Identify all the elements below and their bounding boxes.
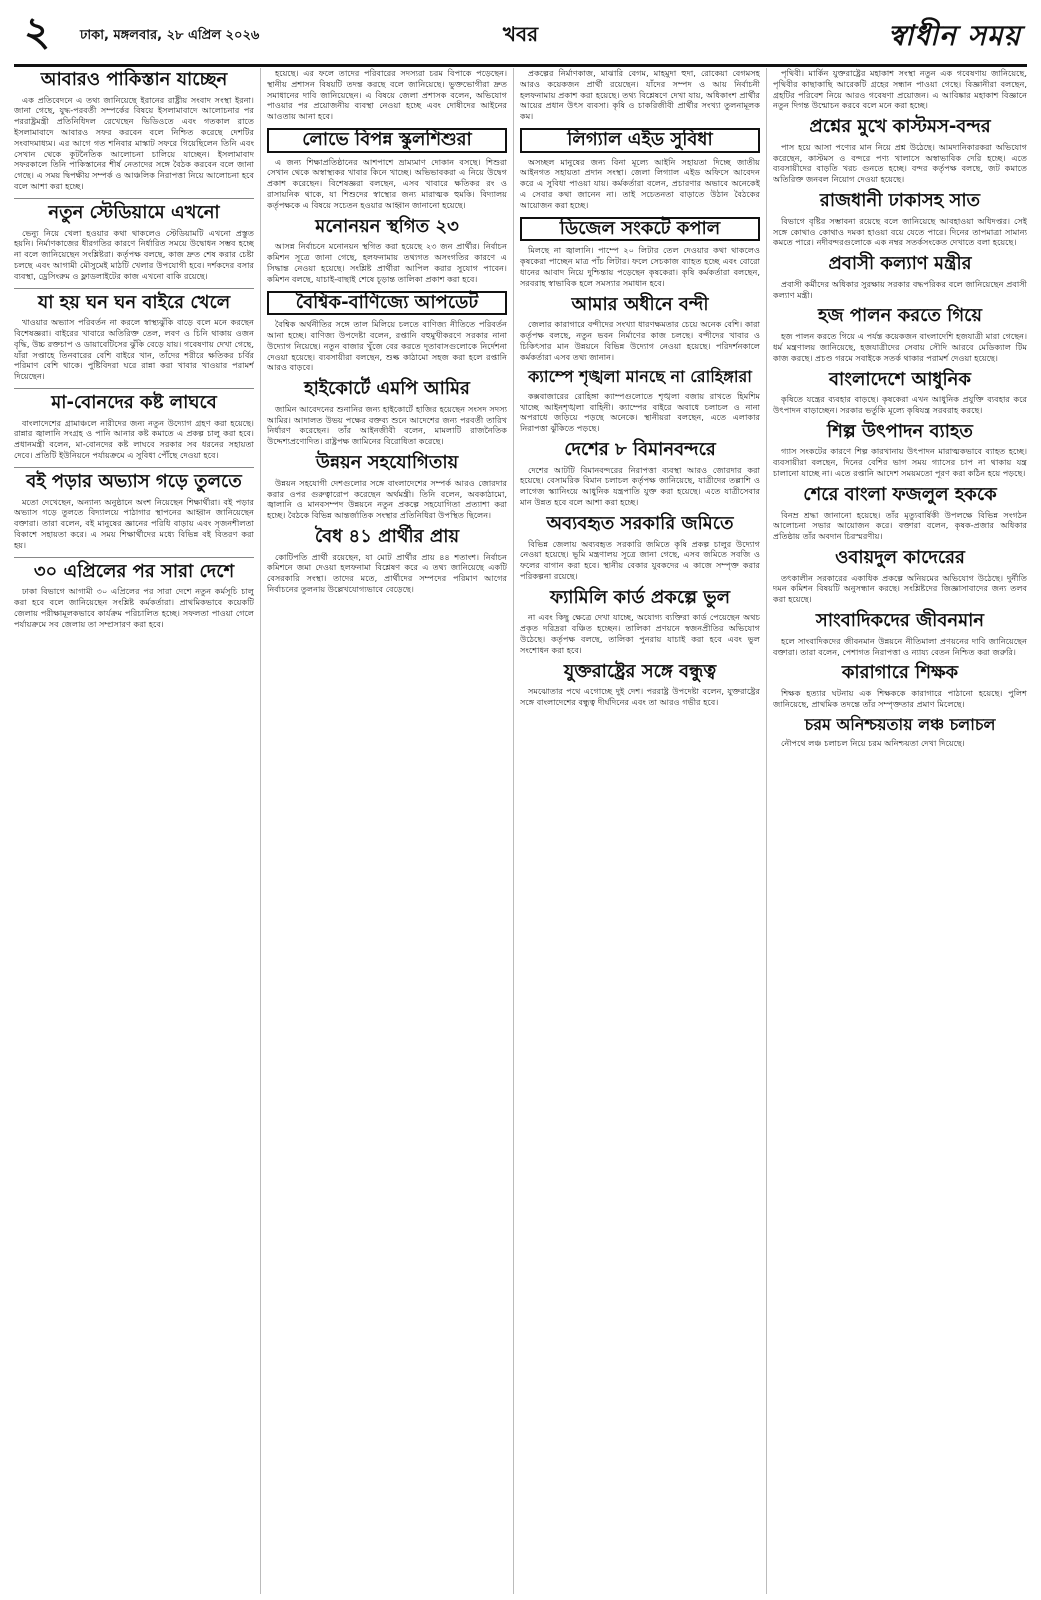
- article-family-card: [520, 588, 760, 656]
- article-body: দেশের আটটি বিমানবন্দরের নিরাপত্তা ব্যবস্থা আরও জোরদার করা হয়েছে। বেসামরিক বিমান চলাচল কর্তৃপক্ষ জানিয়েছে, যাত্রীদের তল্লাশি ও লাগেজ স্ক্যানিংয়ে আধুনিক যন্ত্রপাতি যুক্ত করা হয়েছে। এতে যাত্রীসেবার মান উন্নত হবে বলে আশা করা হচ্ছে।: [520, 464, 760, 508]
- headline: শিল্প উৎপাদন ব্যাহত: [827, 420, 973, 442]
- article-launch: [773, 716, 1027, 749]
- article-continued: [520, 68, 760, 122]
- article-highcourt: [267, 379, 507, 447]
- article-body: ঢাকা বিভাগে আগামী ৩০ এপ্রিলের পর সারা দেশে নতুন কর্মসূচি চালু করা হবে বলে জানিয়েছেন সংশ্লিষ্ট কর্মকর্তারা। প্রাথমিকভাবে কয়েকটি জেলায় পরীক্ষামূলকভাবে কার্যক্রম পরিচালিত হচ্ছে। সফলতা পাওয়া গেলে পর্যায়ক্রমে সব জেলায় তা সম্প্রসারণ করা হবে।: [14, 586, 254, 629]
- article-reading: [14, 472, 254, 551]
- article-body: জামিন আবেদনের শুনানির জন্য হাইকোর্টে হাজির হয়েছেন সংসদ সদস্য আমির। আদালত উভয় পক্ষের বক্তব্য শুনে আদেশের জন্য পরবর্তী তারিখ নির্ধারণ করেছেন। তাঁর আইনজীবী বলেন, মামলাটি রাজনৈতিক উদ্দেশ্যপ্রণোদিত। রাষ্ট্রপক্ষ জামিনের বিরোধিতা করেছে।: [267, 403, 507, 447]
- article-rohingya: [520, 368, 760, 434]
- article-rajdhani: [773, 191, 1027, 248]
- article-legal-aid: [520, 128, 760, 211]
- column-2: [267, 68, 507, 1594]
- article-body: হজ পালন করতে গিয়ে এ পর্যন্ত কয়েকজন বাংলাদেশি হজযাত্রী মারা গেছেন। ধর্ম মন্ত্রণালয় জানিয়েছে, হজযাত্রীদের সেবায় সৌদি আরবে মেডিক্যাল টিম কাজ করছে। প্রচণ্ড গরমে সবাইকে সতর্ক থাকার পরামর্শ দেওয়া হয়েছে।: [773, 331, 1027, 363]
- article-journalists: [773, 611, 1027, 657]
- article-columns: [14, 68, 1027, 1594]
- article-fazlul: [773, 485, 1027, 542]
- headline: যুক্তরাষ্ট্রের সঙ্গে বন্ধুত্ব: [563, 660, 717, 682]
- article-body: কোটিপতি প্রার্থী রয়েছেন, যা মোট প্রার্থীর প্রায় ৪৪ শতাংশ। নির্বাচন কমিশনে জমা দেওয়া হলফনামা বিশ্লেষণ করে এ তথ্য জানিয়েছে একটি বেসরকারি সংস্থা। তাদের মতে, প্রার্থীদের সম্পদের পরিমাণ আগের নির্বাচনের তুলনায় উল্লেখযোগ্যভাবে বেড়েছে।: [267, 551, 507, 595]
- article-body: শিক্ষক হত্যার ঘটনায় এক শিক্ষককে কারাগারে পাঠানো হয়েছে। পুলিশ জানিয়েছে, প্রাথমিক তদন্তে তাঁর সম্পৃক্ততার প্রমাণ মিলেছে।: [773, 687, 1027, 709]
- article-april30: [14, 562, 254, 630]
- article-usa: [520, 662, 760, 708]
- headline: সাংবাদিকদের জীবনমান: [815, 610, 985, 632]
- newspaper-logo: স্বাধীন সময়: [888, 19, 1021, 52]
- headline: মা-বোনদের কষ্ট লাঘবে: [51, 392, 217, 413]
- article-body: জেলার কারাগারে বন্দীদের সংখ্যা ধারণক্ষমতার চেয়ে অনেক বেশি। কারা কর্তৃপক্ষ বলছে, নতুন ভবন নির্মাণের কাজ চলছে। বন্দীদের খাবার ও চিকিৎসার মান উন্নয়নে বিভিন্ন উদ্যোগ নেওয়া হয়েছে। পরিদর্শনকালে কর্মকর্তারা এসব তথ্য জানান।: [520, 319, 760, 362]
- article-students: [267, 128, 507, 211]
- article-unused-land: [520, 514, 760, 582]
- article-body: আসন্ন নির্বাচনে মনোনয়ন স্থগিত করা হয়েছে ২৩ জন প্রার্থীর। নির্বাচন কমিশন সূত্রে জানা গেছে, হলফনামায় তথ্যগত অসংগতির কারণে এ সিদ্ধান্ত নেওয়া হয়েছে। সংশ্লিষ্ট প্রার্থীরা আপিল করার সুযোগ পাবেন। কমিশন বলছে, যাচাই-বাছাই শেষে চূড়ান্ত তালিকা প্রকাশ করা হবে।: [267, 241, 507, 284]
- headline: ফ্যামিলি কার্ড প্রকল্পে ভুল: [549, 586, 731, 608]
- headline: বই পড়ার অভ্যাস গড়ে তুলতে: [26, 470, 242, 492]
- headline: আমার অধীনে বন্দী: [571, 293, 709, 315]
- headline: প্রশ্নের মুখে কাস্টমস-বন্দর: [809, 116, 991, 138]
- article-body: তৎকালীন সরকারের একাধিক প্রকল্পে অনিয়মের অভিযোগ উঠেছে। দুর্নীতি দমন কমিশন বিষয়টি অনুসন্ধান করছে। সংশ্লিষ্টদের জিজ্ঞাসাবাদের জন্য তলব করা হয়েছে।: [773, 572, 1027, 605]
- headline: লিগ্যাল এইড সুবিধা: [520, 128, 760, 153]
- headline: অব্যবহৃত সরকারি জমিতে: [546, 512, 734, 534]
- headline: ওবায়দুল কাদেরের: [835, 546, 965, 568]
- article-trade: [267, 291, 507, 374]
- article-body: বিভাগে বৃষ্টির সম্ভাবনা রয়েছে বলে জানিয়েছে আবহাওয়া অধিদপ্তর। সেই সঙ্গে কোথাও কোথাও দমকা হাওয়া বয়ে যেতে পারে। দিনের তাপমাত্রা সামান্য কমতে পারে। নদীবন্দরগুলোকে এক নম্বর সতর্কসংকেত দেখাতে বলা হয়েছে।: [773, 215, 1027, 248]
- article-nomination: [267, 217, 507, 285]
- masthead: [14, 8, 1027, 67]
- headline: বৈধ ৪১ প্রার্থীর প্রায়: [314, 525, 460, 547]
- article-body: বিনম্র শ্রদ্ধা জানানো হয়েছে। তাঁর মৃত্যুবার্ষিকী উপলক্ষে বিভিন্ন সংগঠন আলোচনা সভার আয়োজন করে। বক্তারা বলেন, কৃষক-প্রজার অধিকার প্রতিষ্ঠায় তাঁর অবদান চিরস্মরণীয়।: [773, 509, 1027, 542]
- headline: রাজধানী ঢাকাসহ সাত: [819, 190, 981, 212]
- article-modern: [773, 370, 1027, 416]
- headline: নতুন স্টেডিয়ামে এখনো: [48, 201, 220, 223]
- column-divider: [260, 68, 261, 1594]
- headline: ক্যাম্পে শৃঙ্খলা মানছে না রোহিঙ্গারা: [528, 367, 752, 387]
- article-body: কৃষিতে যন্ত্রের ব্যবহার বাড়ছে। কৃষকেরা এখন আধুনিক প্রযুক্তি ব্যবহার করে উৎপাদন বাড়াচ্ছেন। সরকার ভর্তুকি মূল্যে কৃষিযন্ত্র সরবরাহ করছে।: [773, 394, 1027, 415]
- article-body: ভেন্যু নিয়ে খেলা হওয়ার কথা থাকলেও স্টেডিয়ামটি এখনো প্রস্তুত হয়নি। নির্মাণকাজের ধীরগতির কারণে নির্ধারিত সময়ে উদ্বোধন সম্ভব হচ্ছে না বলে জানিয়েছেন সংশ্লিষ্টরা। কর্তৃপক্ষ বলছে, কাজ দ্রুত শেষ করার চেষ্টা চলছে এবং আগামী মৌসুমেই মাঠটি খেলার উপযোগী হবে। দর্শকদের বসার ব্যবস্থা, ড্রেসিংরুম ও ফ্লাডলাইটের কাজ এখনো বাকি রয়েছে।: [14, 227, 254, 281]
- article-body: অসচ্ছল মানুষের জন্য বিনা মূল্যে আইনি সহায়তা দিচ্ছে জাতীয় আইনগত সহায়তা প্রদান সংস্থা। জেলা লিগ্যাল এইড অফিসে আবেদন করে এ সুবিধা পাওয়া যায়। কর্মকর্তারা বলেন, প্রচারণার অভাবে অনেকেই এ সেবার কথা জানেন না। তাই সচেতনতা বাড়াতে উঠান বৈঠকের আয়োজন করা হচ্ছে।: [520, 156, 760, 210]
- article-body: নৌপথে লঞ্চ চলাচল নিয়ে চরম অনিশ্চয়তা দেখা দিয়েছে।: [781, 737, 965, 748]
- article-continued: [773, 68, 1027, 111]
- article-mothers: [14, 393, 254, 461]
- headline: চরম অনিশ্চয়তায় লঞ্চ চলাচল: [804, 714, 996, 734]
- article-body: বাংলাদেশের গ্রামাঞ্চলে নারীদের জন্য নতুন উদ্যোগ গ্রহণ করা হয়েছে। রান্নার জ্বালানি সংগ্রহ ও পানি আনার কষ্ট কমাতে এ প্রকল্প চালু করা হবে। প্রধানমন্ত্রী বলেন, মা-বোনদের কষ্ট লাঘবে সরকার সব ধরনের সহায়তা দেবে। প্রতিটি ইউনিয়নে পর্যায়ক্রমে এ সুবিধা পৌঁছে দেওয়া হবে।: [14, 417, 254, 461]
- article-body: না এবং কিছু ক্ষেত্রে দেখা যাচ্ছে, অযোগ্য ব্যক্তিরা কার্ড পেয়েছেন অথচ প্রকৃত দরিদ্ররা বঞ্চিত হচ্ছেন। তালিকা প্রণয়নে স্বজনপ্রীতির অভিযোগ উঠেছে। কর্তৃপক্ষ বলছে, তালিকা পুনরায় যাচাই করা হবে এবং ভুল সংশোধন করা হবে।: [520, 612, 760, 655]
- page-number: ২: [24, 8, 51, 55]
- article-body: মিলছে না জ্বালানি। পাম্পে ২০ লিটার তেল দেওয়ার কথা থাকলেও কৃষকেরা পাচ্ছেন মাত্র পাঁচ লিটার। ফলে সেচকাজ ব্যাহত হচ্ছে এবং বোরো ধানের আবাদ নিয়ে দুশ্চিন্তায় পড়েছেন কৃষকেরা। কৃষি কর্মকর্তারা বলছেন, সরবরাহ স্বাভাবিক হলে সমস্যার সমাধান হবে।: [520, 245, 760, 288]
- article-candidates: [267, 527, 507, 595]
- article-body: প্রবাসী কর্মীদের অধিকার সুরক্ষায় সরকার বদ্ধপরিকর বলে জানিয়েছেন প্রবাসী কল্যাণ মন্ত্রী।: [773, 278, 1027, 300]
- article-body: বিভিন্ন জেলায় অব্যবহৃত সরকারি জমিতে কৃষি প্রকল্প চালুর উদ্যোগ নেওয়া হয়েছে। ভূমি মন্ত্রণালয় সূত্রে জানা গেছে, এসব জমিতে সবজি ও ফলের বাগান করা হবে। স্থানীয় বেকার যুবকদের এ কাজে সম্পৃক্ত করার পরিকল্পনা রয়েছে।: [520, 538, 760, 581]
- headline: প্রবাসী কল্যাণ মন্ত্রীর: [828, 253, 972, 275]
- article-captive: [520, 295, 760, 363]
- column-divider: [513, 68, 514, 1594]
- headline: আবারও পাকিস্তান যাচ্ছেন: [40, 69, 228, 90]
- column-divider: [766, 68, 767, 1594]
- article-body: কক্সবাজারের রোহিঙ্গা ক্যাম্পগুলোতে শৃঙ্খলা বজায় রাখতে হিমশিম খাচ্ছে আইনশৃঙ্খলা বাহিনী। ক্যাম্পের বাইরে অবাধে চলাচল ও নানা অপরাধে জড়িয়ে পড়ছে অনেকে। স্থানীয়রা বলছেন, এতে এলাকার নিরাপত্তা ঝুঁকিতে পড়ছে।: [520, 390, 760, 434]
- section-title: খবর: [502, 22, 539, 46]
- headline: দেশের ৮ বিমানবন্দরে: [564, 438, 716, 460]
- column-4: [773, 68, 1027, 1594]
- article-customs: [773, 117, 1027, 185]
- headline: ৩০ এপ্রিলের পর সারা দেশে: [33, 560, 235, 582]
- article-body: হলে সাংবাদিকদের জীবনমান উন্নয়নে নীতিমালা প্রণয়নের দাবি জানিয়েছেন বক্তারা। তারা বলেন, পেশাগত নিরাপত্তা ও ন্যায্য বেতন নিশ্চিত করা জরুরি।: [773, 635, 1027, 657]
- article-body: মতো দেখেছেন, অন্যান্য অনুষ্ঠানে অংশ নিয়েছেন শিক্ষার্থীরা। বই পড়ার অভ্যাস গড়ে তুলতে বিদ্যালয়ে পাঠাগার স্থাপনের আহ্বান জানিয়েছেন বক্তারা। তারা বলেন, বই মানুষের জ্ঞানের পরিধি বাড়ায় এবং সৃজনশীলতা বিকাশে সহায়তা করে। এ সময় শিক্ষার্থীদের মধ্যে বিভিন্ন বই বিতরণ করা হয়।: [14, 496, 254, 550]
- article-body: পাস হয়ে আসা পণ্যের মান নিয়ে প্রশ্ন উঠেছে। আমদানিকারকরা অভিযোগ করেছেন, কাস্টমস ও বন্দরে পণ্য খালাসে অস্বাভাবিক দেরি হচ্ছে। এতে ব্যবসায়ীদের বাড়তি খরচ গুনতে হচ্ছে। বন্দর কর্তৃপক্ষ বলছে, জট কমাতে অতিরিক্ত জনবল নিয়োগ দেওয়া হয়েছে।: [773, 141, 1027, 185]
- article-diesel: [520, 217, 760, 289]
- headline: যা হয় ঘন ঘন বাইরে খেলে: [37, 291, 231, 313]
- article-body: এক প্রতিবেদনে এ তথ্য জানিয়েছে ইরানের রাষ্ট্রীয় সংবাদ সংস্থা ইরনা। জানা গেছে, যুদ্ধ-পরবর্তী সম্পর্কের বিষয়ে ইসলামাবাদে আলোচনার পর পররাষ্ট্রমন্ত্রী প্রতিনিধিদল রেখেছেন ভিডিওতে এবং গতকাল রাতে ইসলামাবাদে আবারও সফর করবেন বলে নিশ্চিত করেছে দেশটির সংবাদমাধ্যম। এর আগে গত শনিবার মাস্কাট সফরে গিয়েছিলেন তিনি এবং সেখান থেকে কূটনৈতিক আলোচনা চালিয়ে যাচ্ছেন। ইসলামাবাদ সফরকালে তিনি পাকিস্তানের শীর্ষ নেতাদের সঙ্গে বৈঠক করবেন বলে জানা গেছে। এ সময় দ্বিপক্ষীয় সম্পর্ক ও আঞ্চলিক নিরাপত্তা নিয়ে আলোচনা হবে বলে আশা করা হচ্ছে।: [14, 94, 254, 192]
- article-stadium: [14, 203, 254, 282]
- article-body: প্রকল্পের নির্মাণকাজ, মাঝারি বেগম, মাহমুদা হুদা, রোকেয়া বেগমসহ আরও কয়েকজন প্রার্থী রয়েছেন। যাঁদের সম্পদ ও আয় নির্বাচনী হলফনামায় প্রকাশ করা হয়েছে। তথ্য বিশ্লেষণে দেখা যায়, অধিকাংশ প্রার্থীর আয়ের প্রধান উৎস ব্যবসা। কৃষি ও চাকরিজীবী প্রার্থীর সংখ্যা তুলনামূলক কম।: [520, 68, 760, 122]
- article-hajj: [773, 306, 1027, 363]
- article-industry: [773, 422, 1027, 479]
- article-body: এ জন্য শিক্ষাপ্রতিষ্ঠানের আশপাশে ভ্রাম্যমাণ দোকান বসছে। শিশুরা সেখান থেকে অস্বাস্থ্যকর খাবার কিনে খাচ্ছে। অভিভাবকরা এ নিয়ে উদ্বেগ প্রকাশ করেছেন। বিশেষজ্ঞরা বলছেন, এসব খাবারে ক্ষতিকর রং ও রাসায়নিক থাকে, যা শিশুদের স্বাস্থ্যের জন্য মারাত্মক হুমকি। বিদ্যালয় কর্তৃপক্ষকে এ বিষয়ে সচেতন হওয়ার আহ্বান জানানো হয়েছে।: [267, 156, 507, 210]
- headline: বাংলাদেশে আধুনিক: [828, 368, 972, 390]
- headline: উন্নয়ন সহযোগিতায়: [315, 452, 459, 474]
- article-body: গ্যাস সংকটের কারণে শিল্প কারখানায় উৎপাদন মারাত্মকভাবে ব্যাহত হচ্ছে। ব্যবসায়ীরা বলছেন, দিনের বেশির ভাগ সময় গ্যাসের চাপ না থাকায় যন্ত্র চালানো যাচ্ছে না। এতে রপ্তানি আদেশ সময়মতো পূরণ করা কঠিন হয়ে পড়ছে।: [773, 446, 1027, 479]
- article-outside: [14, 293, 254, 382]
- headline: হজ পালন করতে গিয়ে: [818, 305, 982, 327]
- headline: হাইকোর্টে এমপি আমির: [304, 378, 470, 400]
- article-welfare: [773, 254, 1027, 300]
- dateline: ঢাকা, মঙ্গলবার, ২৮ এপ্রিল ২০২৬: [80, 28, 260, 43]
- headline: বৈশ্বিক-বাণিজ্যে আপডেট: [267, 291, 507, 316]
- headline: ডিজেল সংকটে কপাল: [520, 217, 760, 242]
- article-teacher: [773, 663, 1027, 709]
- article-body: উন্নয়ন সহযোগী দেশগুলোর সঙ্গে বাংলাদেশের সম্পর্ক আরও জোরদার করার ওপর গুরুত্বারোপ করেছেন অর্থমন্ত্রী। তিনি বলেন, অবকাঠামো, জ্বালানি ও মানবসম্পদ উন্নয়নে নতুন প্রকল্পে সহযোগিতা প্রত্যাশা করা হচ্ছে। বৈঠকে বিভিন্ন আন্তর্জাতিক সংস্থার প্রতিনিধিরা উপস্থিত ছিলেন।: [267, 477, 507, 521]
- article-body: খাওয়ার অভ্যাস পরিবর্তন না করলে স্বাস্থ্যঝুঁকি বাড়ে বলে মনে করছেন বিশেষজ্ঞরা। বাইরের খাবারে অতিরিক্ত তেল, লবণ ও চিনি থাকায় ওজন বৃদ্ধি, উচ্চ রক্তচাপ ও ডায়াবেটিসের ঝুঁকি বেড়ে যায়। গবেষণায় দেখা গেছে, যাঁরা সপ্তাহে তিনবারের বেশি বাইরে খান, তাঁদের শরীরে ক্ষতিকর চর্বির পরিমাণ বেশি থাকে। পুষ্টিবিদরা ঘরে রান্না করা খাবার খাওয়ার পরামর্শ দিয়েছেন।: [14, 317, 254, 382]
- article-pakistan: [14, 70, 254, 192]
- headline: শেরে বাংলা ফজলুল হককে: [803, 483, 997, 505]
- article-body: পৃথিবী। মার্কিন যুক্তরাষ্ট্রের মহাকাশ সংস্থা নতুন এক গবেষণায় জানিয়েছে, পৃথিবীর কাছাকাছি আরেকটি গ্রহের সন্ধান পাওয়া গেছে। বিজ্ঞানীরা বলছেন, গ্রহটির পরিবেশ নিয়ে আরও গবেষণা প্রয়োজন। এ আবিষ্কার মহাকাশ বিজ্ঞানে নতুন দিগন্ত উন্মোচন করবে বলে মনে করা হচ্ছে।: [773, 68, 1027, 111]
- article-cooperation: [267, 453, 507, 521]
- article-body: হয়েছে। এর ফলে তাদের পরিবারের সদস্যরা চরম বিপাকে পড়েছেন। স্থানীয় প্রশাসন বিষয়টি তদন্ত করছে বলে জানিয়েছে। ভুক্তভোগীরা দ্রুত সমাধানের দাবি জানিয়েছেন। এ বিষয়ে জেলা প্রশাসক বলেন, অভিযোগ পাওয়ার পর প্রয়োজনীয় ব্যবস্থা নেওয়া হচ্ছে এবং দোষীদের আইনের আওতায় আনা হবে।: [267, 68, 507, 122]
- headline: মনোনয়ন স্থগিত ২৩: [315, 215, 459, 237]
- headline: কারাগারে শিক্ষক: [841, 662, 959, 684]
- article-continued: [267, 68, 507, 122]
- column-1: [14, 68, 254, 1594]
- article-obaidul: [773, 548, 1027, 605]
- article-body: সমঝোতার পথে এগোচ্ছে দুই দেশ। পররাষ্ট্র উপদেষ্টা বলেন, যুক্তরাষ্ট্রের সঙ্গে বাংলাদেশের বন্ধুত্ব দীর্ঘদিনের এবং তা আরও গভীর হবে।: [520, 686, 760, 708]
- article-airports: [520, 440, 760, 508]
- article-body: বৈশ্বিক অর্থনীতির সঙ্গে তাল মিলিয়ে চলতে বাণিজ্য নীতিতে পরিবর্তন আনা হচ্ছে। বাণিজ্য উপদেষ্টা বলেন, রপ্তানি বহুমুখীকরণে সরকার নানা উদ্যোগ নিয়েছে। নতুন বাজার খুঁজে বের করতে দূতাবাসগুলোকে নির্দেশনা দেওয়া হয়েছে। ব্যবসায়ীরা বলছেন, শুল্ক কাঠামো সহজ করা হলে রপ্তানি আরও বাড়বে।: [267, 319, 507, 373]
- headline: লোভে বিপন্ন স্কুলশিশুরা: [267, 128, 507, 153]
- column-3: [520, 68, 760, 1594]
